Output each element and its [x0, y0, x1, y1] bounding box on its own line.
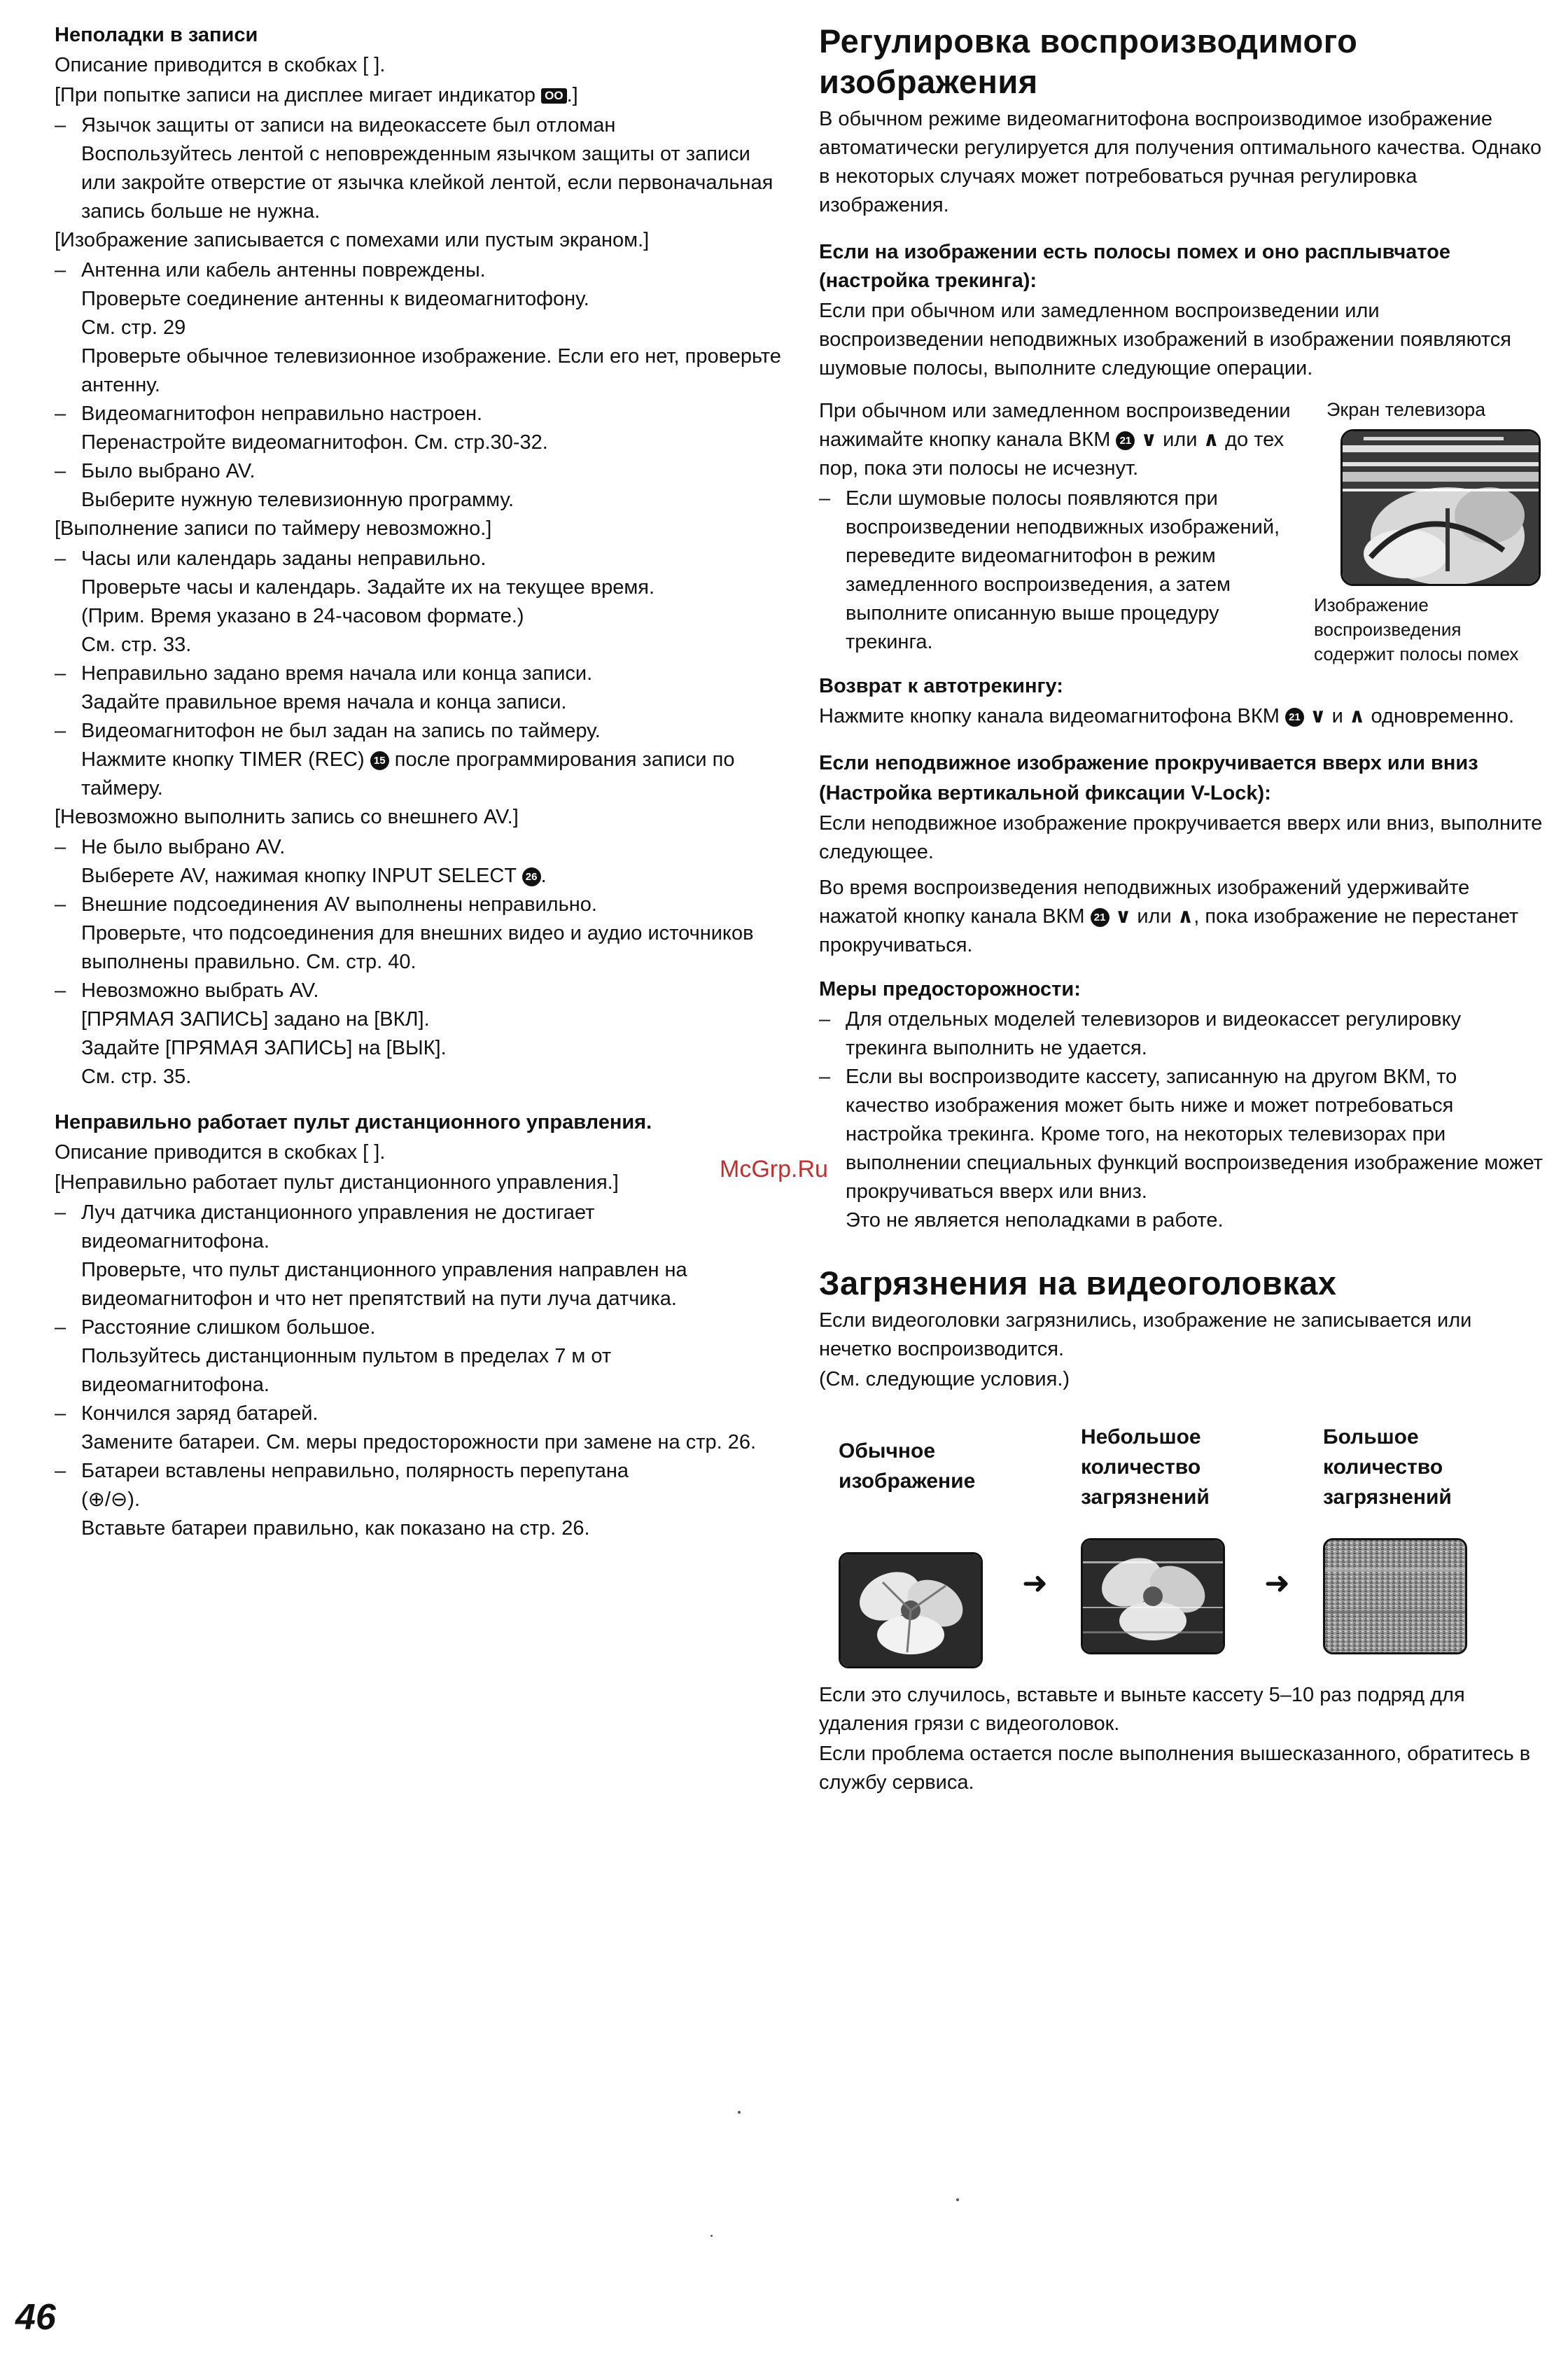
list-item: – Если вы воспроизводите кассету, записанную на другом ВКМ, то качество изображения может быть ниже и может потребоваться настройка трекинга. Кроме того, на некоторых телевизорах при выполнении специальных функций воспроизведения изображение может прокручиваться вверх или вниз.: [819, 1063, 1544, 1206]
section-title-dirty-heads: Загрязнения на видеоголовках: [819, 1264, 1337, 1302]
list-item: – Внешние подсоединения AV выполнены неправильно.: [55, 891, 783, 919]
list-item-detail: Задайте [ПРЯМАЯ ЗАПИСЬ] на [ВЫК].: [81, 1037, 447, 1059]
button-number-21-icon: 21: [1285, 708, 1304, 727]
paragraph: Нажмите кнопку канала видеомагнитофона ВКМ 21 ∨ и ∧ одновременно.: [819, 705, 1515, 727]
list-item-detail: Проверьте обычное телевизионное изображение. Если его нет, проверьте антенну.: [81, 345, 781, 396]
symptom-heading: [Невозможно выполнить запись со внешнего AV.]: [55, 806, 519, 828]
arrow-right-icon: ➜: [1264, 1566, 1290, 1600]
chevron-up-icon: ∧: [1177, 905, 1194, 928]
list-item-detail: Пользуйтесь дистанционным пультом в пределах 7 м от видеомагнитофона.: [81, 1345, 612, 1396]
paragraph: Если это случилось, вставьте и выньте кассету 5–10 раз подряд для удаления грязи с видеоголовок.: [819, 1684, 1465, 1735]
paragraph: При обычном или замедленном воспроизведении нажимайте кнопку канала ВКМ 21 ∨ или ∧ до тех пор, пока эти полосы не исчезнут.: [819, 400, 1291, 480]
paragraph: (См. следующие условия.): [819, 1368, 1070, 1390]
paragraph: Если при обычном или замедленном воспроизведении или воспроизведении неподвижных изображений в изображении появляются шумовые полосы, выполните следующие операции.: [819, 300, 1511, 379]
slightly-dirty-panel: [1081, 1422, 1263, 1654]
subheading-auto-tracking: Возврат к автотрекингу:: [819, 675, 1063, 697]
list-item-detail: См. стр. 35.: [81, 1066, 192, 1088]
chevron-up-icon: ∧: [1348, 705, 1366, 727]
list-item-detail: Замените батареи. См. меры предосторожности при замене на стр. 26.: [81, 1431, 757, 1453]
figure-caption: Изображение воспроизведения содержит полосы помех: [1314, 594, 1519, 664]
arrow-right-icon: ➜: [1022, 1566, 1048, 1600]
list-item: – Было выбрано AV.: [55, 457, 783, 486]
symptom-heading: [При попытке записи на дисплее мигает индикатор OO .]: [55, 84, 578, 106]
paragraph: Во время воспроизведения неподвижных изображений удерживайте нажатой кнопку канала ВКМ 21 ∨ или ∧, пока изображение не перестанет прокручиваться.: [819, 877, 1519, 956]
list-item: – Неправильно задано время начала или конца записи.: [55, 660, 783, 688]
button-number-21-icon: 21: [1116, 431, 1135, 450]
paragraph: Описание приводится в скобках [ ].: [55, 1141, 386, 1164]
figure-caption: Экран телевизора: [1326, 399, 1486, 420]
tv-screen-figure: [1312, 397, 1544, 667]
symptom-heading: [Выполнение записи по таймеру невозможно.]: [55, 517, 492, 540]
section-title-playback-adjustment: Регулировка воспроизводимого изображения: [819, 22, 1358, 100]
paragraph: Если проблема остается после выполнения вышесказанного, обратитесь в службу сервиса.: [819, 1743, 1531, 1794]
list-item-detail: Вставьте батареи правильно, как показано на стр. 26.: [81, 1517, 590, 1540]
list-item-detail: См. стр. 33.: [81, 634, 192, 656]
list-item: – Часы или календарь заданы неправильно.: [55, 545, 783, 573]
panel-label: Небольшое количество загрязнений: [1081, 1425, 1210, 1509]
page-number: 46: [15, 2297, 56, 2338]
tracking-step-text: [819, 397, 1295, 657]
list-item-detail: Нажмите кнопку TIMER (REC) 15 после программирования записи по таймеру.: [81, 748, 735, 800]
list-item: – Батареи вставлены неправильно, полярность перепутана: [55, 1457, 783, 1486]
paragraph: Если видеоголовки загрязнились, изображение не записывается или нечетко воспроизводится.: [819, 1309, 1472, 1360]
chevron-up-icon: ∧: [1203, 428, 1220, 451]
list-item: – Для отдельных моделей телевизоров и видеокассет регулировку трекинга выполнить не удается.: [819, 1005, 1544, 1063]
right-column: [819, 21, 1544, 1799]
panel-label: Большое количество загрязнений: [1323, 1425, 1452, 1509]
tracking-step-block: [819, 397, 1544, 664]
watermark: McGrp.Ru: [720, 1156, 828, 1183]
list-item: – Язычок защиты от записи на видеокассете был отломан: [55, 111, 783, 140]
list-item-detail: [ПРЯМАЯ ЗАПИСЬ] задано на [ВКЛ].: [81, 1008, 430, 1031]
subheading-vlock: Если неподвижное изображение прокручивается вверх или вниз: [819, 752, 1478, 774]
chevron-down-icon: ∨: [1140, 428, 1158, 451]
cassette-indicator-icon: OO: [541, 88, 566, 104]
list-item-detail: Проверьте часы и календарь. Задайте их на текущее время.: [81, 576, 655, 599]
list-item-detail: (Прим. Время указано в 24-часовом формате.): [81, 605, 524, 627]
clean-flower-image: [839, 1552, 983, 1668]
chevron-down-icon: ∨: [1310, 705, 1326, 727]
list-item: – Если шумовые полосы появляются при воспроизведении неподвижных изображений, переведите видеомагнитофон в режим замедленного воспроизведения, а затем выполните описанную выше процедуру трекинга.: [819, 484, 1295, 657]
list-item: – Кончился заряд батарей.: [55, 1400, 783, 1428]
list-item-detail: Выберите нужную телевизионную программу.: [81, 489, 514, 511]
section-title-remote-problems: Неправильно работает пульт дистанционного управления.: [55, 1111, 652, 1133]
list-item: – Луч датчика дистанционного управления не достигает видеомагнитофона.: [55, 1199, 783, 1256]
list-item-detail: Выберете AV, нажимая кнопку INPUT SELECT 26 .: [81, 865, 547, 887]
paragraph: В обычном режиме видеомагнитофона воспроизводимое изображение автоматически регулируется для получения оптимального качества. Однако в некоторых случаях может потребоваться ручная регулировка изображения.: [819, 108, 1542, 216]
list-item: – Видеомагнитофон не был задан на запись по таймеру.: [55, 717, 783, 746]
list-item-detail: Воспользуйтесь лентой с неповрежденным язычком защиты от записи или закройте отверстие от язычка клейкой лентой, если первоначальная запись больше не нужна.: [81, 143, 774, 223]
list-item: – Видеомагнитофон неправильно настроен.: [55, 400, 783, 428]
list-item-detail: Проверьте, что пульт дистанционного управления направлен на видеомагнитофон и что нет препятствий на пути луча датчика.: [81, 1259, 687, 1310]
head-dirt-comparison: [819, 1422, 1544, 1674]
paragraph: Описание приводится в скобках [ ].: [55, 54, 386, 76]
paragraph: Если неподвижное изображение прокручивается вверх или вниз, выполните следующее.: [819, 812, 1543, 863]
button-number-26-icon: 26: [522, 867, 541, 886]
button-number-21-icon: 21: [1091, 908, 1110, 927]
polarity-icon: (⊕/⊖).: [81, 1488, 141, 1511]
subheading-tracking: Если на изображении есть полосы помех и оно расплывчатое (настройка трекинга):: [819, 241, 1450, 292]
list-item: – Антенна или кабель антенны повреждены.: [55, 256, 783, 285]
very-dirty-panel: [1323, 1422, 1505, 1654]
symptom-heading: [Неправильно работает пульт дистанционного управления.]: [55, 1171, 619, 1194]
slightly-noisy-flower-image: [1081, 1538, 1225, 1654]
chevron-down-icon: ∨: [1114, 905, 1132, 928]
list-item-detail: Проверьте, что подсоединения для внешних видео и аудио источников выполнены правильно. См. стр. 40.: [81, 922, 754, 973]
list-item-detail: См. стр. 29: [81, 316, 186, 339]
subheading-vlock-sub: (Настройка вертикальной фиксации V-Lock):: [819, 782, 1271, 804]
list-item-detail: Перенастройте видеомагнитофон. См. стр.30-32.: [81, 431, 548, 454]
subheading-cautions: Меры предосторожности:: [819, 978, 1081, 1000]
list-item: – Невозможно выбрать AV.: [55, 977, 783, 1005]
scan-speck: [956, 2198, 959, 2201]
scan-speck: [710, 2235, 713, 2237]
list-item-detail: Проверьте соединение антенны к видеомагнитофону.: [81, 288, 589, 310]
list-item-detail: Это не является неполадками в работе.: [846, 1209, 1224, 1232]
static-noise-image: [1323, 1538, 1467, 1654]
scan-speck: [738, 2111, 741, 2114]
list-item: – Не было выбрано AV.: [55, 833, 783, 862]
panel-label: Обычное изображение: [839, 1439, 976, 1493]
list-item: – Расстояние слишком большое.: [55, 1313, 783, 1342]
symptom-heading: [Изображение записывается с помехами или пустым экраном.]: [55, 229, 650, 251]
section-title-recording-problems: Неполадки в записи: [55, 24, 258, 46]
list-item-detail: Задайте правильное время начала и конца записи.: [81, 691, 567, 713]
normal-image-panel: [839, 1422, 1021, 1668]
noisy-tv-image: [1340, 429, 1541, 586]
button-number-15-icon: 15: [370, 751, 389, 770]
left-column: [55, 21, 783, 1543]
